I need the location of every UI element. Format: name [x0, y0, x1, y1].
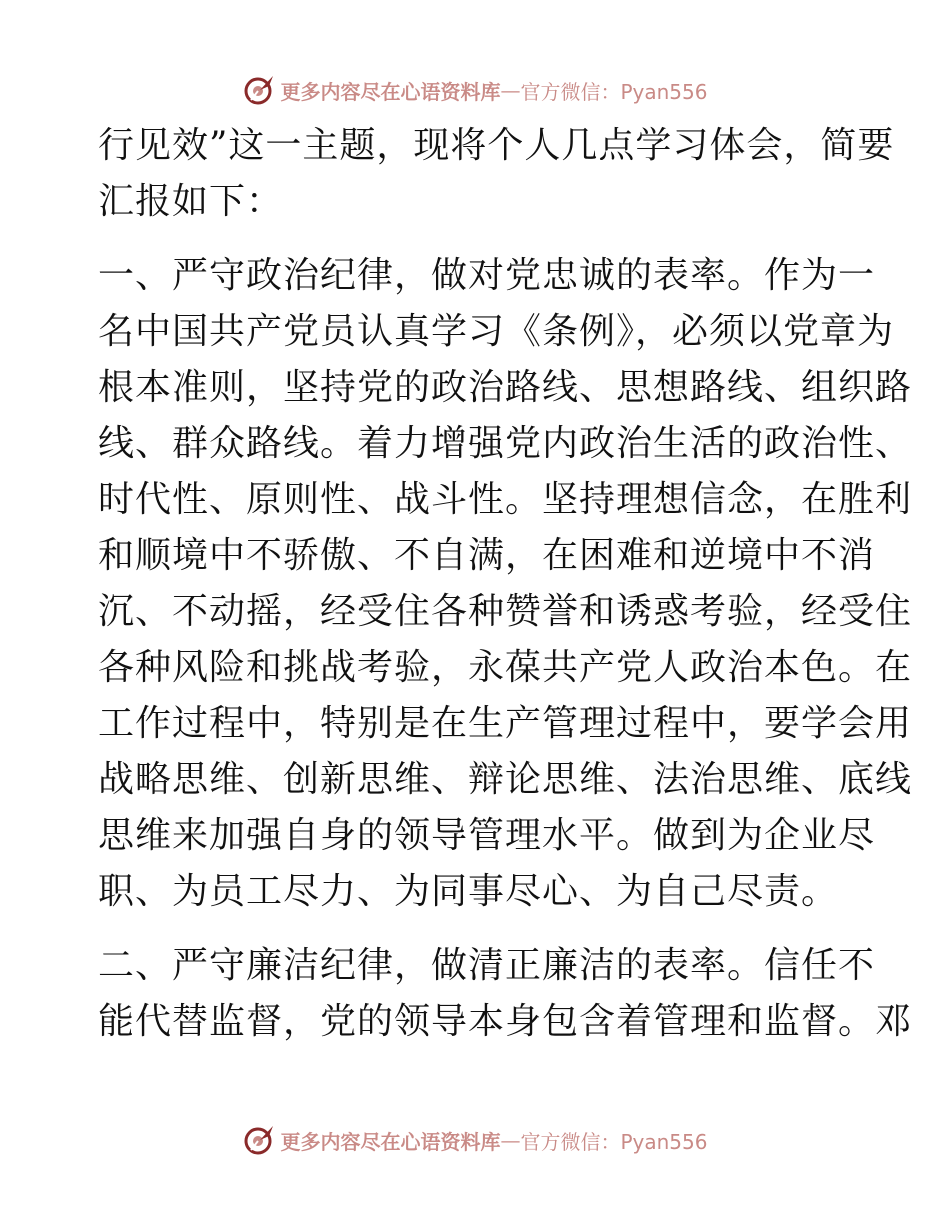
header-banner-text: 更多内容尽在心语资料库 [280, 79, 501, 104]
document-body [98, 118, 913, 1050]
intro-paragraph [98, 118, 895, 230]
quill-logo-icon [242, 1123, 276, 1157]
header-banner-contact: 官方微信：Pyan556 [520, 79, 708, 104]
text-line: 二、严守廉洁纪律，做清正廉洁的表率。信任不 [98, 945, 876, 986]
footer-banner-separator: — [500, 1128, 521, 1152]
footer-banner [0, 1120, 950, 1160]
text-line: 沉、不动摇，经受住各种赞誉和诱惑考验，经受住 [98, 591, 913, 632]
text-line: 线、群众路线。着力增强党内政治生活的政治性、 [98, 423, 913, 464]
text-line: 思维来加强自身的领导管理水平。做到为企业尽 [98, 815, 876, 856]
text-line: 汇报如下： [98, 181, 284, 222]
quill-logo-icon [242, 73, 276, 107]
text-line: 工作过程中，特别是在生产管理过程中，要学会用 [98, 703, 913, 744]
section-1-paragraph [98, 248, 913, 920]
text-line: 战略思维、创新思维、辩论思维、法治思维、底线 [98, 759, 913, 800]
footer-banner-contact: 官方微信：Pyan556 [520, 1129, 708, 1154]
text-line: 行见效”这一主题，现将个人几点学习体会，简要 [98, 125, 895, 166]
text-line: 各种风险和挑战考验，永葆共产党人政治本色。在 [98, 647, 913, 688]
header-banner-separator: — [500, 78, 521, 102]
text-line: 名中国共产党员认真学习《条例》，必须以党章为 [98, 311, 895, 352]
text-line: 和顺境中不骄傲、不自满，在困难和逆境中不消 [98, 535, 876, 576]
text-line: 职、为员工尽力、为同事尽心、为自己尽责。 [98, 871, 839, 912]
footer-banner-text: 更多内容尽在心语资料库 [280, 1129, 501, 1154]
text-line: 时代性、原则性、战斗性。坚持理想信念，在胜利 [98, 479, 913, 520]
header-banner [0, 70, 950, 110]
text-line: 根本准则，坚持党的政治路线、思想路线、组织路 [98, 367, 913, 408]
section-2-paragraph [98, 938, 913, 1050]
text-line: 能代替监督，党的领导本身包含着管理和监督。邓 [98, 1001, 913, 1042]
text-line: 一、严守政治纪律，做对党忠诚的表率。作为一 [98, 255, 876, 296]
